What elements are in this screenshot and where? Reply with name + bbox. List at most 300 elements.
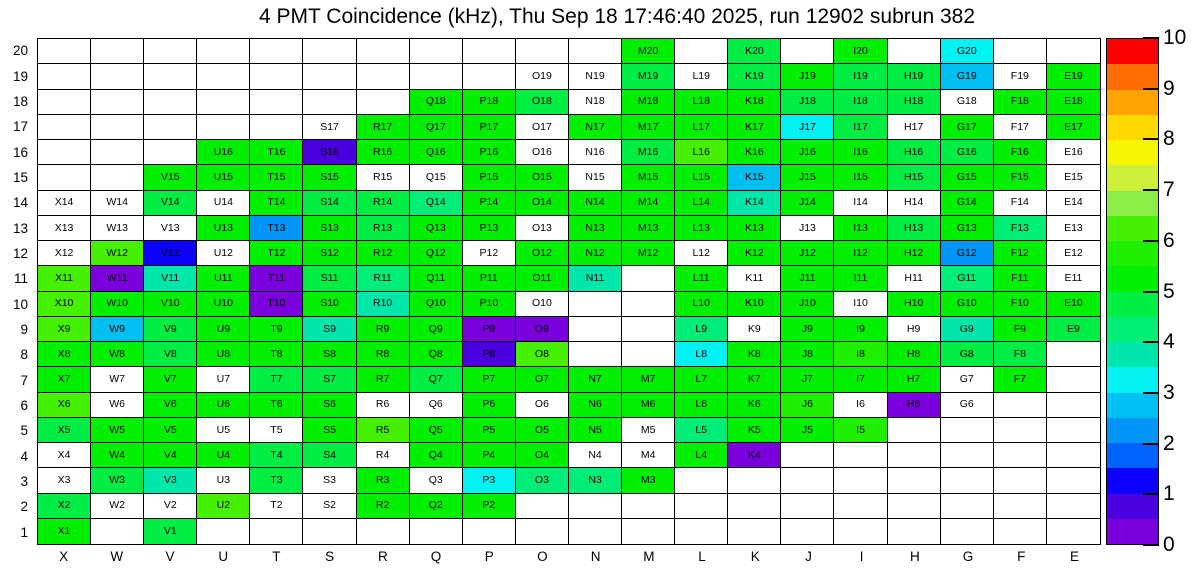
heatmap-cell [463, 64, 516, 89]
heatmap-cell [357, 64, 410, 89]
heatmap-cell: M3 [622, 468, 675, 493]
heatmap-cell [144, 64, 197, 89]
heatmap-cell: V11 [144, 266, 197, 291]
heatmap-cell: R15 [357, 165, 410, 190]
y-axis-tick-label: 4 [20, 448, 28, 464]
heatmap-cell: W2 [91, 494, 144, 519]
heatmap-cell: F12 [994, 241, 1047, 266]
x-axis-tick-label: J [805, 549, 812, 564]
heatmap-cell [569, 39, 622, 64]
heatmap-cell: V15 [144, 165, 197, 190]
y-axis-tick-label: 5 [20, 423, 28, 439]
heatmap-cell: W4 [91, 443, 144, 468]
heatmap-cell [250, 115, 303, 140]
heatmap-cell [1047, 393, 1100, 418]
y-axis-tick-label: 16 [12, 144, 28, 160]
heatmap-cell [410, 64, 463, 89]
colorbar-tick-label: 6 [1163, 228, 1175, 252]
colorbar-tick-label: 7 [1163, 178, 1175, 202]
colorbar-segment [1107, 115, 1158, 140]
heatmap-cell [728, 494, 781, 519]
heatmap-cell: F10 [994, 292, 1047, 317]
heatmap-cell: O17 [516, 115, 569, 140]
heatmap-cell [569, 519, 622, 544]
heatmap-cell: L16 [675, 140, 728, 165]
heatmap-cell: G18 [941, 90, 994, 115]
heatmap-cell: R10 [357, 292, 410, 317]
heatmap-cell [303, 39, 356, 64]
heatmap-cell: H7 [888, 367, 941, 392]
heatmap-cell: L17 [675, 115, 728, 140]
heatmap-cell: F18 [994, 90, 1047, 115]
heatmap-cell: F15 [994, 165, 1047, 190]
heatmap-cell: Q17 [410, 115, 463, 140]
heatmap-cell [1047, 367, 1100, 392]
heatmap-cell: F7 [994, 367, 1047, 392]
heatmap-cell [675, 468, 728, 493]
heatmap-cell [1047, 443, 1100, 468]
heatmap-cell: J5 [781, 418, 834, 443]
heatmap-cell [250, 519, 303, 544]
heatmap-cell: P18 [463, 90, 516, 115]
heatmap-cell: M17 [622, 115, 675, 140]
heatmap-cell: S6 [303, 393, 356, 418]
heatmap-cell [994, 468, 1047, 493]
colorbar-segment [1107, 519, 1158, 544]
heatmap-cell: F14 [994, 191, 1047, 216]
heatmap-cell: V13 [144, 216, 197, 241]
colorbar-segment [1107, 216, 1158, 241]
heatmap-cell: F16 [994, 140, 1047, 165]
heatmap-cell: L4 [675, 443, 728, 468]
heatmap-cell [994, 494, 1047, 519]
heatmap-cell: U16 [197, 140, 250, 165]
heatmap-cell: O7 [516, 367, 569, 392]
y-axis-tick-label: 13 [12, 220, 28, 236]
colorbar-segment [1107, 266, 1158, 291]
heatmap-cell [569, 317, 622, 342]
heatmap-cell: W7 [91, 367, 144, 392]
heatmap-cell: K12 [728, 241, 781, 266]
heatmap-cell [675, 494, 728, 519]
heatmap-cell: G19 [941, 64, 994, 89]
heatmap-cell: U9 [197, 317, 250, 342]
heatmap-cell: H10 [888, 292, 941, 317]
heatmap-cell: P6 [463, 393, 516, 418]
heatmap-cell [197, 519, 250, 544]
colorbar-tick [1143, 240, 1159, 242]
heatmap-cell: I12 [834, 241, 887, 266]
heatmap-cell: I16 [834, 140, 887, 165]
heatmap-cell: S2 [303, 494, 356, 519]
heatmap-cell: S14 [303, 191, 356, 216]
y-axis-tick-label: 19 [12, 68, 28, 84]
heatmap-cell: U12 [197, 241, 250, 266]
heatmap-cell: O11 [516, 266, 569, 291]
heatmap-cell: N19 [569, 64, 622, 89]
colorbar-tick-label: 1 [1163, 482, 1175, 506]
heatmap-cell: T5 [250, 418, 303, 443]
heatmap-cell: X7 [38, 367, 91, 392]
heatmap-cell: P11 [463, 266, 516, 291]
heatmap-cell: M4 [622, 443, 675, 468]
heatmap-cell: S10 [303, 292, 356, 317]
heatmap-cell: X2 [38, 494, 91, 519]
heatmap-cell: W10 [91, 292, 144, 317]
heatmap-cell: M7 [622, 367, 675, 392]
heatmap-cell: M6 [622, 393, 675, 418]
heatmap-cell: X4 [38, 443, 91, 468]
heatmap-cell: M19 [622, 64, 675, 89]
heatmap-cell: V14 [144, 191, 197, 216]
heatmap-cell [38, 90, 91, 115]
y-axis-tick-label: 14 [12, 195, 28, 211]
colorbar-segment [1107, 443, 1158, 468]
heatmap-cell [622, 342, 675, 367]
heatmap-cell: E17 [1047, 115, 1100, 140]
x-axis-tick-label: R [377, 549, 388, 564]
heatmap-cell [675, 519, 728, 544]
heatmap-cell: Q15 [410, 165, 463, 190]
heatmap-cell: I20 [834, 39, 887, 64]
heatmap-cell: J6 [781, 393, 834, 418]
heatmap-cell: L14 [675, 191, 728, 216]
heatmap-cell: K4 [728, 443, 781, 468]
heatmap-cell: X11 [38, 266, 91, 291]
heatmap-cell [91, 90, 144, 115]
heatmap-cell: L12 [675, 241, 728, 266]
heatmap-cell: Q6 [410, 393, 463, 418]
x-axis-tick-label: W [110, 549, 124, 564]
heatmap-cell [781, 494, 834, 519]
heatmap-cell [994, 39, 1047, 64]
heatmap-cell [941, 468, 994, 493]
heatmap-cell: O12 [516, 241, 569, 266]
heatmap-cell: Q9 [410, 317, 463, 342]
heatmap-cell: W9 [91, 317, 144, 342]
heatmap-cell: R17 [357, 115, 410, 140]
heatmap-cell: H9 [888, 317, 941, 342]
heatmap-cell: Q14 [410, 191, 463, 216]
heatmap-cell [622, 317, 675, 342]
colorbar-tick [1143, 493, 1159, 495]
y-axis-tick-label: 18 [12, 93, 28, 109]
heatmap-cell: X9 [38, 317, 91, 342]
heatmap-cell: M20 [622, 39, 675, 64]
heatmap-cell: U5 [197, 418, 250, 443]
heatmap-cell: L10 [675, 292, 728, 317]
heatmap-cell: T3 [250, 468, 303, 493]
heatmap-cell: P14 [463, 191, 516, 216]
heatmap-cell [888, 39, 941, 64]
heatmap-cell: K7 [728, 367, 781, 392]
heatmap-cell: J13 [781, 216, 834, 241]
heatmap-cell: O4 [516, 443, 569, 468]
x-axis-tick-label: N [590, 549, 601, 564]
y-axis-tick-label: 20 [12, 43, 28, 59]
heatmap-cell: K8 [728, 342, 781, 367]
colorbar-tick [1143, 392, 1159, 394]
heatmap-cell: Q12 [410, 241, 463, 266]
heatmap-cell: L19 [675, 64, 728, 89]
heatmap-cell [781, 519, 834, 544]
heatmap-cell: R7 [357, 367, 410, 392]
heatmap-cell: N15 [569, 165, 622, 190]
heatmap-cell: X10 [38, 292, 91, 317]
heatmap-cell: N5 [569, 418, 622, 443]
colorbar-tick [1143, 291, 1159, 293]
heatmap-cell: S4 [303, 443, 356, 468]
heatmap-cell: S16 [303, 140, 356, 165]
y-axis-tick-label: 9 [20, 321, 28, 337]
heatmap-cell [250, 64, 303, 89]
x-axis-labels [37, 549, 1101, 567]
heatmap-cell: T6 [250, 393, 303, 418]
heatmap-cell [888, 418, 941, 443]
heatmap-cell [410, 519, 463, 544]
heatmap-cell [197, 64, 250, 89]
heatmap-cell: H6 [888, 393, 941, 418]
colorbar-segment [1107, 90, 1158, 115]
heatmap-cell: F19 [994, 64, 1047, 89]
heatmap-cell: S15 [303, 165, 356, 190]
colorbar-segment [1107, 165, 1158, 190]
heatmap-cell: Q4 [410, 443, 463, 468]
heatmap-cell: I7 [834, 367, 887, 392]
heatmap-cell: M5 [622, 418, 675, 443]
heatmap-cell: T16 [250, 140, 303, 165]
heatmap-cell: T2 [250, 494, 303, 519]
heatmap-cell: P17 [463, 115, 516, 140]
y-axis-tick-label: 15 [12, 169, 28, 185]
heatmap-cell [410, 39, 463, 64]
heatmap-cell: Q5 [410, 418, 463, 443]
heatmap-cell: R8 [357, 342, 410, 367]
heatmap-cell [197, 39, 250, 64]
heatmap-cell [622, 292, 675, 317]
heatmap-cell: O9 [516, 317, 569, 342]
heatmap-cell: K14 [728, 191, 781, 216]
heatmap-cell: V10 [144, 292, 197, 317]
heatmap-cell: K6 [728, 393, 781, 418]
heatmap-cell: H12 [888, 241, 941, 266]
colorbar-segment [1107, 367, 1158, 392]
heatmap-cell [38, 39, 91, 64]
heatmap-cell [994, 393, 1047, 418]
heatmap-cell [303, 64, 356, 89]
heatmap-cell: K18 [728, 90, 781, 115]
heatmap-cell: H14 [888, 191, 941, 216]
y-axis-tick-label: 6 [20, 397, 28, 413]
heatmap-cell: T4 [250, 443, 303, 468]
heatmap-cell [569, 494, 622, 519]
heatmap-cell [303, 519, 356, 544]
heatmap-cell: O13 [516, 216, 569, 241]
heatmap-cell: N18 [569, 90, 622, 115]
heatmap-cell: E18 [1047, 90, 1100, 115]
heatmap-cell [357, 39, 410, 64]
x-axis-tick-label: F [1017, 549, 1026, 564]
heatmap-cell: K9 [728, 317, 781, 342]
heatmap-cell: E9 [1047, 317, 1100, 342]
heatmap-cell: Q3 [410, 468, 463, 493]
heatmap-cell [144, 140, 197, 165]
colorbar-tick-label: 3 [1163, 380, 1175, 404]
heatmap-cell: Q11 [410, 266, 463, 291]
heatmap-cell [1047, 342, 1100, 367]
heatmap-cell [1047, 39, 1100, 64]
heatmap-cell: F13 [994, 216, 1047, 241]
heatmap-cell: V6 [144, 393, 197, 418]
heatmap-cell: G9 [941, 317, 994, 342]
y-axis-tick-label: 12 [12, 245, 28, 261]
heatmap-cell: R9 [357, 317, 410, 342]
heatmap-cell [1047, 494, 1100, 519]
heatmap-cell: M15 [622, 165, 675, 190]
y-axis-tick-label: 8 [20, 347, 28, 363]
heatmap-cell: P3 [463, 468, 516, 493]
heatmap-cell: W5 [91, 418, 144, 443]
heatmap-cell: X8 [38, 342, 91, 367]
heatmap-cell: L11 [675, 266, 728, 291]
heatmap-cell: N6 [569, 393, 622, 418]
heatmap-cell [941, 443, 994, 468]
heatmap-cell: O6 [516, 393, 569, 418]
heatmap-cell [91, 115, 144, 140]
colorbar-tick [1143, 544, 1159, 546]
colorbar-tick [1143, 443, 1159, 445]
heatmap-cell: O8 [516, 342, 569, 367]
heatmap-cell: P7 [463, 367, 516, 392]
heatmap-cell: J18 [781, 90, 834, 115]
heatmap-cell: R11 [357, 266, 410, 291]
heatmap-cell: L6 [675, 393, 728, 418]
heatmap-cell: N3 [569, 468, 622, 493]
y-axis-tick-label: 10 [12, 296, 28, 312]
heatmap-cell: W13 [91, 216, 144, 241]
heatmap-cell [622, 266, 675, 291]
heatmap-cell: J15 [781, 165, 834, 190]
colorbar-tick [1143, 37, 1159, 39]
heatmap-cell: I8 [834, 342, 887, 367]
heatmap-cell: P9 [463, 317, 516, 342]
heatmap-cell [197, 90, 250, 115]
heatmap-cell [622, 494, 675, 519]
heatmap-cell [91, 140, 144, 165]
heatmap-cell: W12 [91, 241, 144, 266]
heatmap-cell [516, 519, 569, 544]
x-axis-tick-label: U [218, 549, 229, 564]
heatmap-cell: L18 [675, 90, 728, 115]
heatmap-cell [888, 468, 941, 493]
heatmap-cell [38, 64, 91, 89]
colorbar-segment [1107, 468, 1158, 493]
x-axis-tick-label: V [165, 549, 175, 564]
heatmap-cell [357, 519, 410, 544]
heatmap-cell: I18 [834, 90, 887, 115]
heatmap-cell: P10 [463, 292, 516, 317]
heatmap-cell: S8 [303, 342, 356, 367]
colorbar-segment [1107, 241, 1158, 266]
heatmap-cell: P13 [463, 216, 516, 241]
x-axis-tick-label: H [909, 549, 920, 564]
heatmap-cell: O18 [516, 90, 569, 115]
y-axis-tick-label: 2 [20, 499, 28, 515]
heatmap-cell: T11 [250, 266, 303, 291]
heatmap-cell: V12 [144, 241, 197, 266]
heatmap-cell [250, 39, 303, 64]
heatmap-cell: U15 [197, 165, 250, 190]
heatmap-cell [888, 443, 941, 468]
colorbar-segment [1107, 140, 1158, 165]
heatmap-cell [941, 519, 994, 544]
colorbar-segment [1107, 418, 1158, 443]
heatmap-cell: S17 [303, 115, 356, 140]
heatmap-cell [516, 494, 569, 519]
colorbar-segment [1107, 39, 1158, 64]
heatmap-cell: T14 [250, 191, 303, 216]
heatmap-cell: I10 [834, 292, 887, 317]
heatmap-cell: P5 [463, 418, 516, 443]
heatmap-cell: P4 [463, 443, 516, 468]
heatmap-cell: V3 [144, 468, 197, 493]
heatmap-cell: J12 [781, 241, 834, 266]
heatmap-cell: R12 [357, 241, 410, 266]
heatmap-cell: N12 [569, 241, 622, 266]
heatmap-cell: W8 [91, 342, 144, 367]
heatmap-cell: X12 [38, 241, 91, 266]
x-axis-tick-label: I [859, 549, 864, 564]
heatmap-cell [1047, 468, 1100, 493]
heatmap-cell [834, 468, 887, 493]
heatmap-cell: M16 [622, 140, 675, 165]
heatmap-cell [781, 443, 834, 468]
colorbar-tick-label: 9 [1163, 76, 1175, 100]
heatmap-cell: V7 [144, 367, 197, 392]
heatmap-cell [834, 443, 887, 468]
heatmap-cell: G10 [941, 292, 994, 317]
heatmap-cell: X3 [38, 468, 91, 493]
heatmap-cell: X6 [38, 393, 91, 418]
heatmap-cell: S13 [303, 216, 356, 241]
heatmap-cell: O14 [516, 191, 569, 216]
heatmap-cell: R3 [357, 468, 410, 493]
heatmap-cell: T10 [250, 292, 303, 317]
heatmap-cell [781, 468, 834, 493]
heatmap-cell [38, 115, 91, 140]
heatmap-cell: N16 [569, 140, 622, 165]
heatmap-cell: N13 [569, 216, 622, 241]
colorbar-segment [1107, 494, 1158, 519]
heatmap-cell: P12 [463, 241, 516, 266]
heatmap-cell: G13 [941, 216, 994, 241]
heatmap-cell: I5 [834, 418, 887, 443]
heatmap-cell: J11 [781, 266, 834, 291]
heatmap-cell: J9 [781, 317, 834, 342]
x-axis-tick-label: O [537, 549, 548, 564]
heatmap-cell [303, 90, 356, 115]
x-axis-tick-label: M [643, 549, 655, 564]
heatmap-cell: N11 [569, 266, 622, 291]
heatmap-cell [38, 165, 91, 190]
heatmap-cell: F8 [994, 342, 1047, 367]
heatmap-cell: K20 [728, 39, 781, 64]
x-axis-tick-label: E [1069, 549, 1079, 564]
heatmap-cell: E10 [1047, 292, 1100, 317]
heatmap-cell [569, 342, 622, 367]
heatmap-cell: H11 [888, 266, 941, 291]
heatmap-cell [994, 443, 1047, 468]
